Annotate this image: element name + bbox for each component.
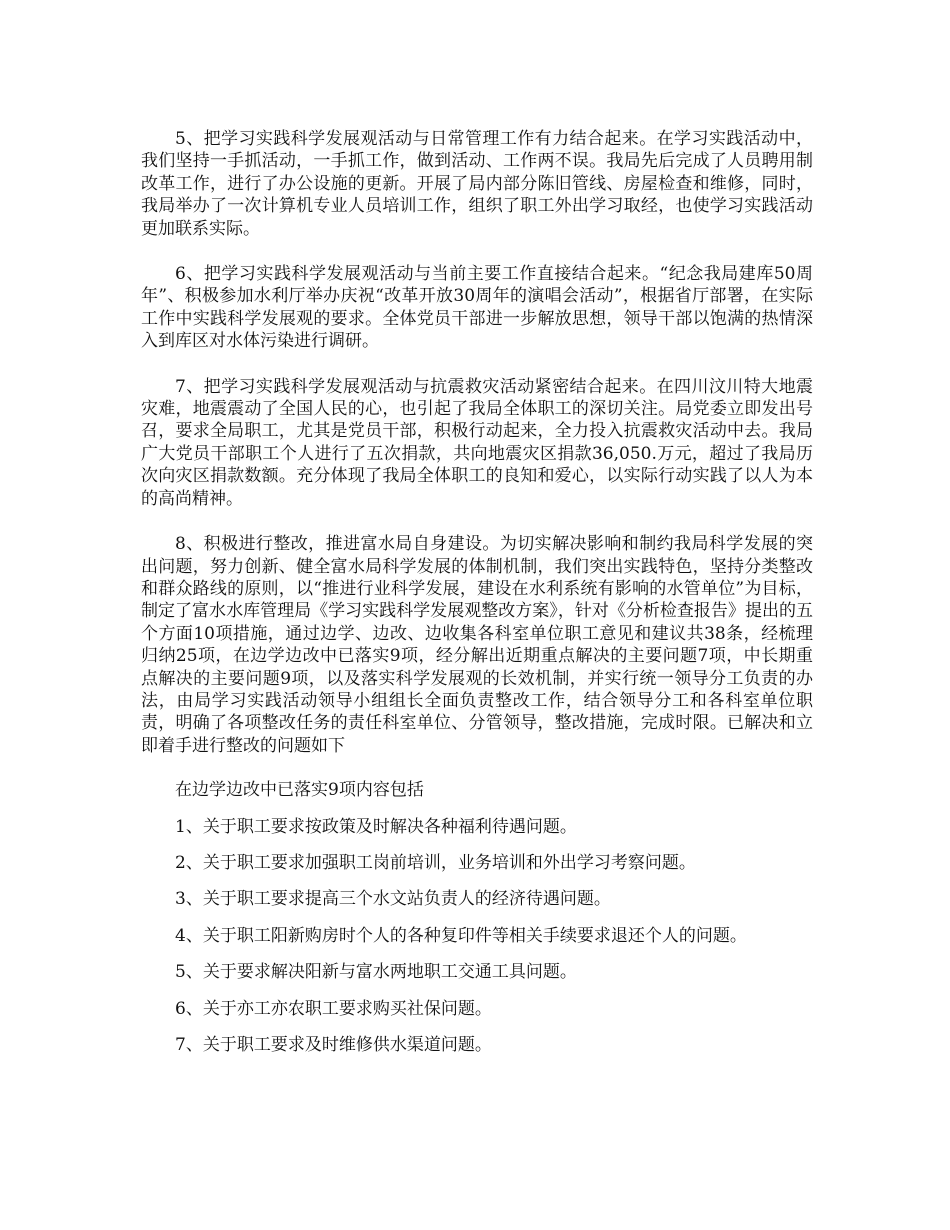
list-heading: 在边学边改中已落实9项内容包括 bbox=[175, 780, 424, 801]
paragraph-6: 6、把学习实践科学发展观活动与当前主要工作直接结合起来。“纪念我局建库50周年”、积极参加水利厅举办庆祝“改革开放30周年的演唱会活动”，根据省厅部署，在实际工作中实践科学发展观的要求。全体党员干部进一步解放思想，领导干部以饱满的热情深入到库区对水体污染进行调研。 bbox=[141, 264, 813, 352]
list-item: 7、关于职工要求及时维修供水渠道问题。 bbox=[175, 1035, 492, 1055]
list-item: 2、关于职工要求加强职工岗前培训，业务培训和外出学习考察问题。 bbox=[175, 852, 696, 873]
document-page bbox=[141, 128, 813, 1056]
paragraph-7: 7、把学习实践科学发展观活动与抗震救灾活动紧密结合起来。在四川汶川特大地震灾难，地震震动了全国人民的心，也引起了我局全体职工的深切关注。局党委立即发出号召，要求全局职工，尤其是党员干部，积极行动起来，全力投入抗震救灾活动中去。我局广大党员干部职工个人进行了五次捐款，共向地震灾区捐款36,050.万元，超过了我局历次向灾区捐款数额。充分体现了我局全体职工的良知和爱心，以实际行动实践了以人为本的高尚精神。 bbox=[141, 376, 813, 509]
list-item: 6、关于亦工亦农职工要求购买社保问题。 bbox=[175, 998, 492, 1019]
measures-list bbox=[141, 816, 813, 1057]
list-item: 3、关于职工要求提高三个水文站负责人的经济待遇问题。 bbox=[175, 889, 611, 910]
paragraph-5: 5、把学习实践科学发展观活动与日常管理工作有力结合起来。在学习实践活动中，我们坚持一手抓活动，一手抓工作，做到活动、工作两不误。我局先后完成了人员聘用制改革工作，进行了办公设施的更新。开展了局内部分陈旧管线、房屋检查和维修，同时，我局举办了一次计算机专业人员培训工作，组织了职工外出学习取经，也使学习实践活动更加联系实际。 bbox=[141, 129, 813, 239]
list-item: 5、关于要求解决阳新与富水两地职工交通工具问题。 bbox=[175, 962, 577, 983]
list-item: 4、关于职工阳新购房时个人的各种复印件等相关手续要求退还个人的问题。 bbox=[175, 925, 747, 946]
list-item: 1、关于职工要求按政策及时解决各种福利待遇问题。 bbox=[175, 816, 577, 837]
paragraph-8: 8、积极进行整改，推进富水局自身建设。为切实解决影响和制约我局科学发展的突出问题，努力创新、健全富水局科学发展的体制机制，我们突出实践特色，坚持分类整改和群众路线的原则，以“推进行业科学发展，建设在水利系统有影响的水管单位”为目标，制定了富水水库管理局《学习实践科学发展观整改方案》，针对《分析检查报告》提出的五个方面10项措施，通过边学、边改、边收集各科室单位职工意见和建议共38条，经梳理归纳25项，在边学边改中已落实9项，经分解出近期重点解决的主要问题7项，中长期重点解决的主要问题9项，以及落实科学发展观的长效机制，并实行统一领导分工负责的办法，由局学习实践活动领导小组组长全面负责整改工作，结合领导分工和各科室单位职责，明确了各项整改任务的责任科室单位、分管领导，整改措施，完成时限。已解决和立即着手进行整改的问题如下 bbox=[141, 534, 813, 756]
